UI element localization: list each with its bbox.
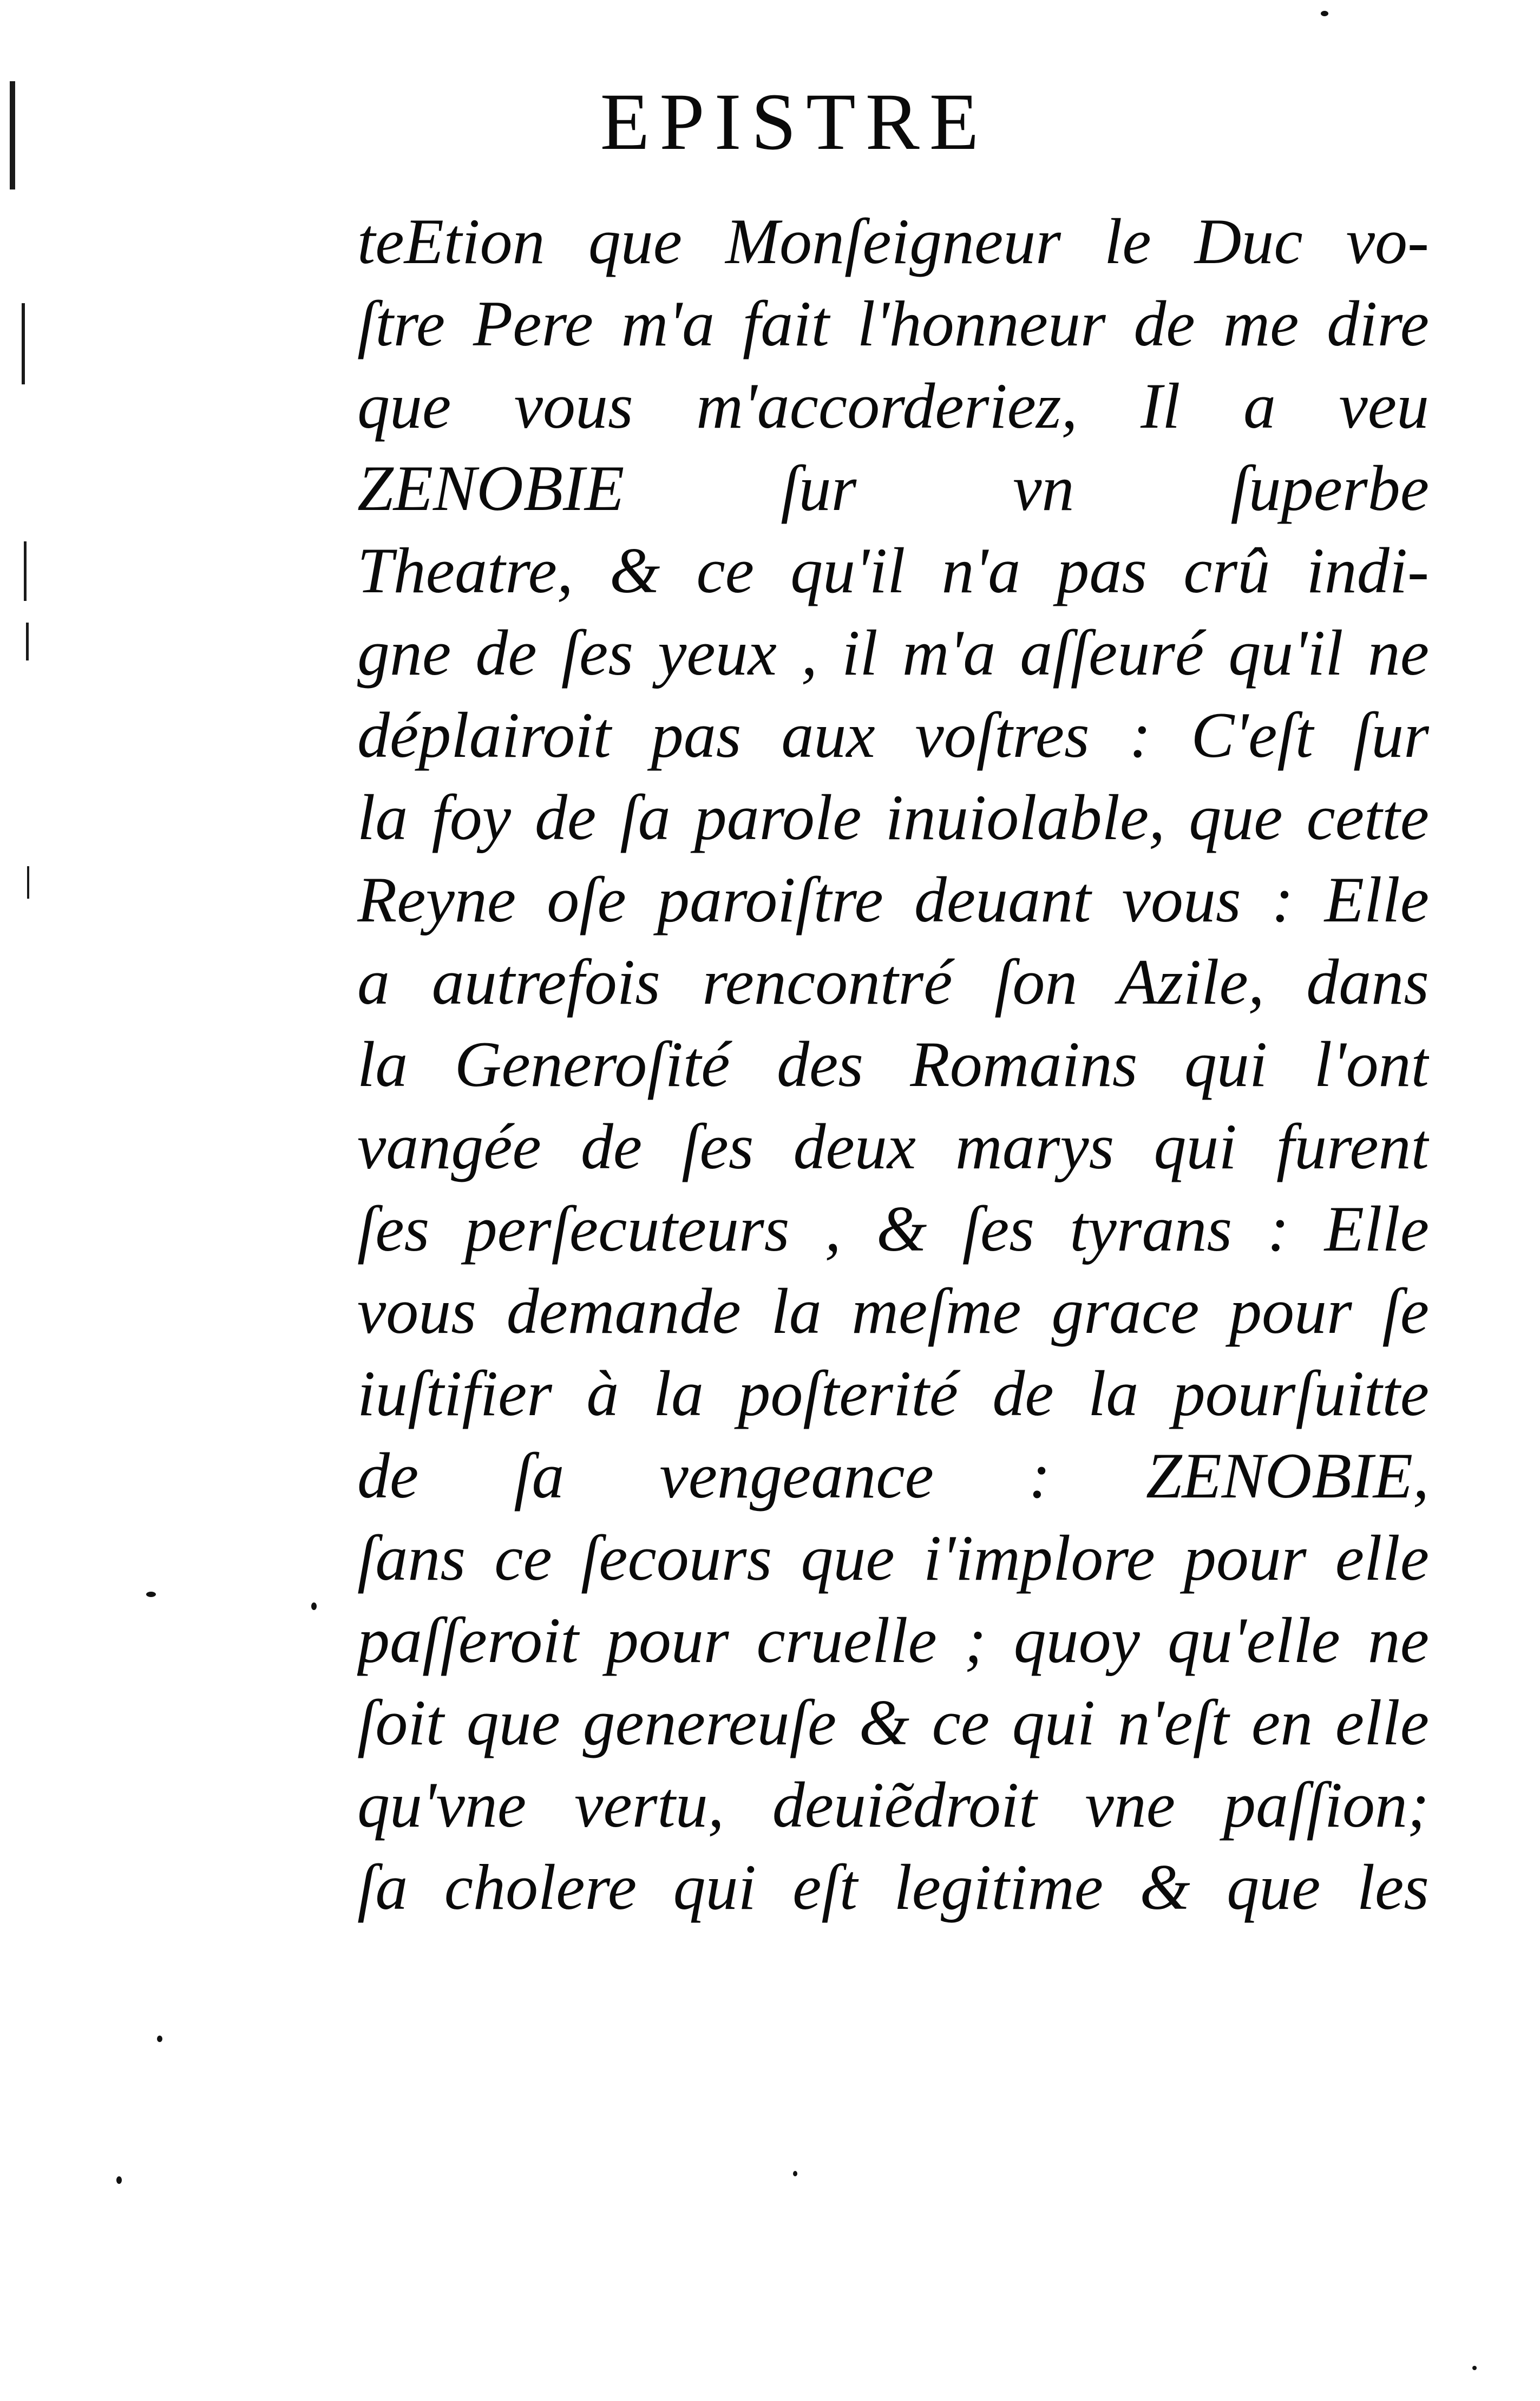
scan-speck xyxy=(1321,11,1328,16)
text-line: déplairoit pas aux voſtres : C'eſt ſur xyxy=(357,699,1429,771)
scan-edge-mark xyxy=(24,541,27,601)
scan-speck xyxy=(311,1602,317,1610)
text-line: ſes perſecuteurs , & ſes tyrans : Elle xyxy=(357,1193,1429,1265)
scan-edge-mark xyxy=(26,623,29,660)
text-line: Theatre, & ce qu'il n'a pas crû indi- xyxy=(357,534,1429,606)
scan-speck xyxy=(793,2171,797,2176)
text-line: la foy de ſa parole inuiolable, que cette xyxy=(357,781,1429,853)
text-line: ſans ce ſecours que i'implore pour elle xyxy=(357,1522,1429,1594)
scan-edge-mark xyxy=(10,81,15,189)
text-line: vangée de ſes deux marys qui furent xyxy=(357,1110,1429,1182)
text-line: ſtre Pere m'a fait l'honneur de me dire xyxy=(357,287,1429,359)
scan-speck xyxy=(1472,2366,1477,2370)
text-line: ZENOBIE ſur vn ſuperbe xyxy=(357,452,1429,524)
scan-speck xyxy=(116,2176,122,2184)
text-line: de ſa vengeance : ZENOBIE, xyxy=(357,1440,1429,1512)
text-line: que vous m'accorderiez, Il a veu xyxy=(357,370,1429,442)
text-line: teEtion que Monſeigneur le Duc vo- xyxy=(357,205,1429,277)
text-line: ſa cholere qui eſt legitime & que les xyxy=(357,1851,1429,1923)
scan-edge-mark xyxy=(22,303,25,384)
scan-edge-mark xyxy=(27,866,29,899)
body-text xyxy=(357,200,1429,1928)
text-line: qu'vne vertu, deuiẽdroit vne paſſion; xyxy=(357,1769,1429,1841)
text-line: vous demande la meſme grace pour ſe xyxy=(357,1275,1429,1347)
scan-speck xyxy=(157,2036,162,2042)
text-line: gne de ſes yeux , il m'a aſſeuré qu'il ne xyxy=(357,617,1429,689)
scan-speck xyxy=(146,1592,156,1597)
running-head: EPISTRE xyxy=(600,77,989,167)
text-line: iuſtifier à la poſterité de la pourſuitte xyxy=(357,1357,1429,1429)
text-line: paſſeroit pour cruelle ; quoy qu'elle ne xyxy=(357,1604,1429,1676)
text-line: ſoit que genereuſe & ce qui n'eſt en elle xyxy=(357,1686,1429,1758)
text-line: Reyne oſe paroiſtre deuant vous : Elle xyxy=(357,863,1429,935)
text-line: a autrefois rencontré ſon Azile, dans xyxy=(357,946,1429,1018)
text-line: la Generoſité des Romains qui l'ont xyxy=(357,1028,1429,1100)
